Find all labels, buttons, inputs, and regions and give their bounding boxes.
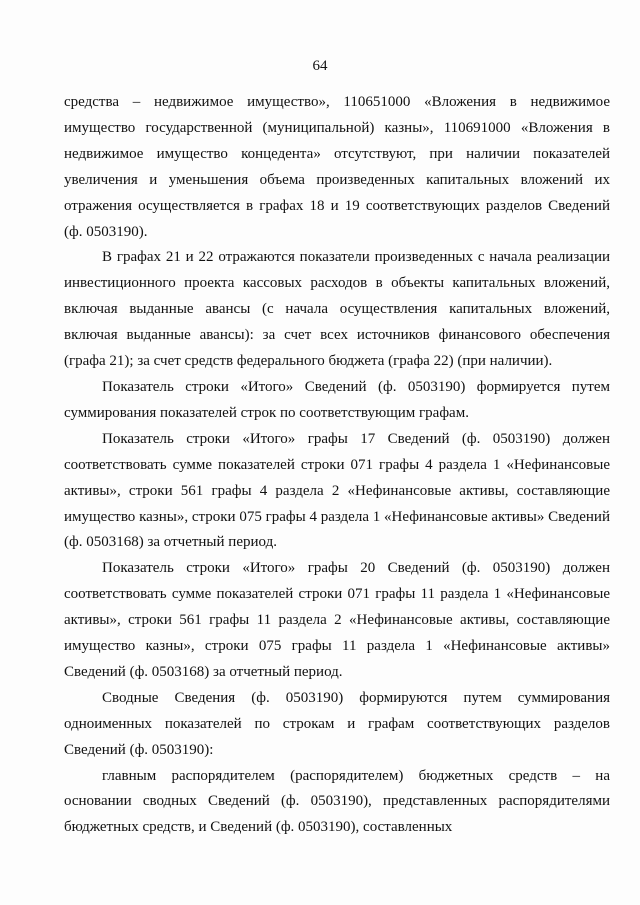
paragraph-3: Показатель строки «Итого» Сведений (ф. 0503190) формируется путем суммирования показателей строк по соответствующим графам. xyxy=(64,378,610,421)
paragraph-5: Показатель строки «Итого» графы 20 Сведений (ф. 0503190) должен соответствовать сумме показателей строки 071 графы 11 раздела 1 «Нефинансовые активы», строки 561 графы 11 раздела 2 «Нефинансовые активы, составляющие имущество казны», строки 075 графы 11 раздела 1 «Нефинансовые активы» Сведений (ф. 0503168) за отчетный период. xyxy=(64,560,610,680)
paragraph-6: Сводные Сведения (ф. 0503190) формируются путем суммирования одноименных показателей по строкам и графам соответствующих разделов Сведений (ф. 0503190): xyxy=(64,689,610,758)
paragraph-4: Показатель строки «Итого» графы 17 Сведений (ф. 0503190) должен соответствовать сумме показателей строки 071 графы 4 раздела 1 «Нефинансовые активы», строки 561 графы 4 раздела 2 «Нефинансовые активы, составляющие имущество казны», строки 075 графы 4 раздела 1 «Нефинансовые активы» Сведений (ф. 0503168) за отчетный период. xyxy=(64,430,610,551)
paragraph-2: В графах 21 и 22 отражаются показатели произведенных с начала реализации инвестиционного проекта кассовых расходов в объекты капитальных вложений, включая выданные авансы (с начала осуществления капитальных вложений, включая выданные авансы): за счет всех источников финансового обеспечения (графа 21); за счет средств федерального бюджета (графа 22) (при наличии). xyxy=(64,249,610,370)
paragraph-1: средства – недвижимое имущество», 110651000 «Вложения в недвижимое имущество государственной (муниципальной) казны», 110691000 «Вложения в недвижимое имущество концедента» отсутствуют, при наличии показателей увеличения и уменьшения объема произведенных капитальных вложений их отражения осуществляется в графах 18 и 19 соответствующих разделов Сведений (ф. 0503190). xyxy=(64,94,610,240)
document-body xyxy=(64,90,610,841)
paragraph-7: главным распорядителем (распорядителем) бюджетных средств – на основании сводных Сведений (ф. 0503190), представленных распорядителями бюджетных средств, и Сведений (ф. 0503190), составленных xyxy=(64,767,610,836)
page-number: 64 xyxy=(312,58,328,74)
